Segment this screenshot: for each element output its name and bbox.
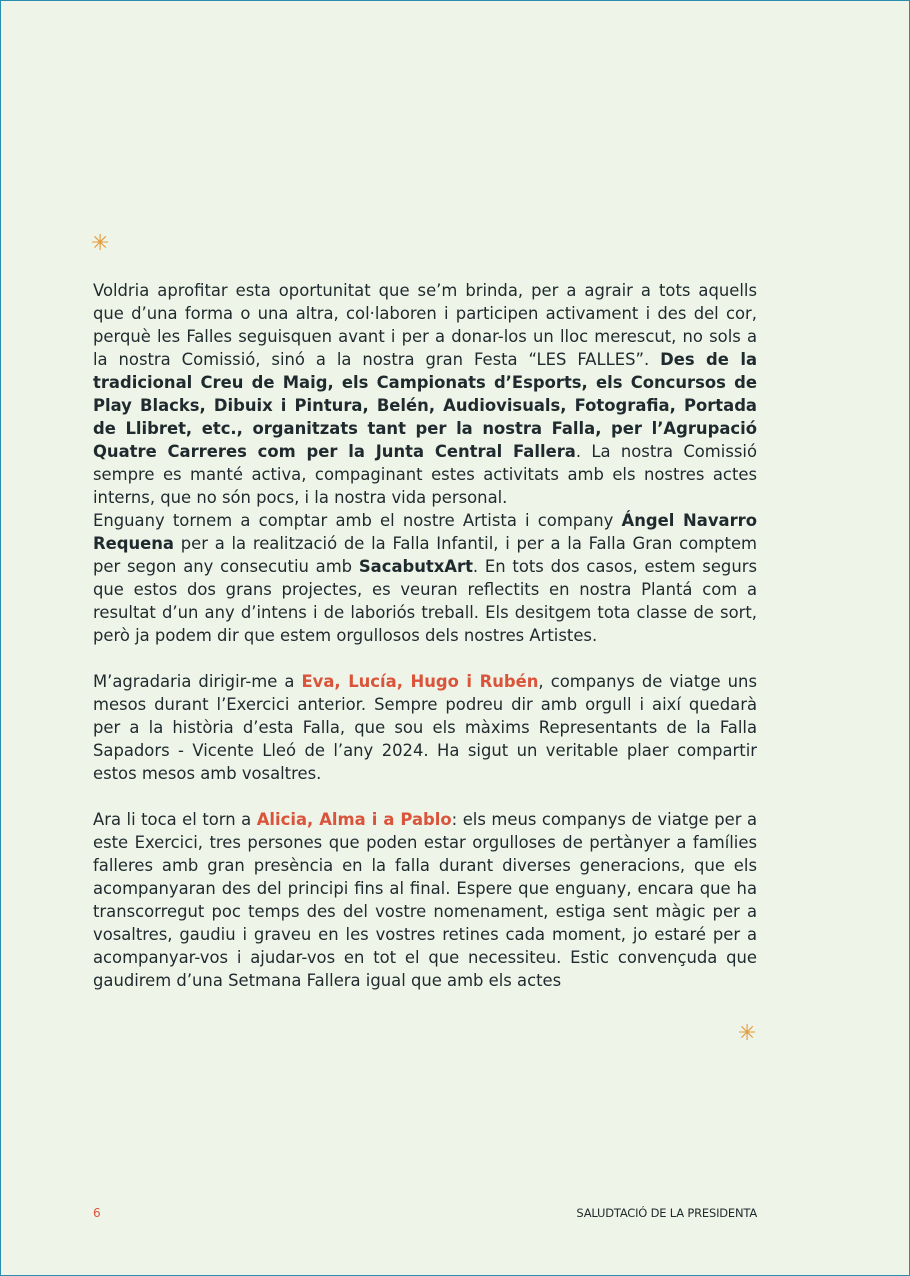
- highlighted-names: Alicia, Alma i a Pablo: [256, 810, 452, 829]
- asterisk-bottom-icon: ✳: [738, 1021, 757, 1046]
- page-number: 6: [93, 1206, 101, 1220]
- paragraph-artists: [93, 509, 757, 647]
- asterisk-top-icon: ✳: [91, 231, 110, 256]
- text-run: M’agradaria dirigir-me a: [93, 672, 302, 691]
- highlighted-names: Eva, Lucía, Hugo i Rubén: [301, 672, 539, 691]
- section-title: SALUDTACIÓ DE LA PRESIDENTA: [576, 1206, 757, 1220]
- text-run: . En tots dos casos, estem segurs que estos dos grans projectes, es veuran reflectits en nostra Plantá com a resultat d’un any d’intens i de laboriós treball. Els desitgem tota classe de sort, però ja podem dir que estem orgullosos dels nostres Artistes.: [93, 557, 758, 645]
- paragraph-current-representatives: [93, 808, 757, 992]
- text-run: per a la realització de la Falla Infantil, i per a la Falla Gran comptem per segon any consecutiu amb: [93, 534, 757, 576]
- text-run: , companys de viatge uns mesos durant l’Exercici anterior. Sempre podreu dir amb orgull i així quedarà per a la història d’esta Falla, que sou els màxims Representants de la Falla Sapadors - Vicente Lleó de l’any 2024. Ha sigut un veritable plaer compartir estos mesos amb vosaltres.: [93, 672, 757, 783]
- paragraph-gratitude: [93, 279, 757, 509]
- bold-text: Ángel Navarro Requena: [93, 511, 757, 553]
- body-text: [93, 279, 757, 992]
- bold-text: Des de la tradicional Creu de Maig, els Campionats d’Esports, els Concursos de Play Blacks, Dibuix i Pintura, Belén, Audiovisuals, Fotografia, Portada de Llibret, etc., organitzats tant per la nostra Falla, per l’Agrupació Quatre Carreres com per la Junta Central Fallera: [93, 350, 758, 461]
- bold-text: SacabutxArt: [358, 557, 473, 576]
- text-run: Ara li toca el torn a: [93, 810, 257, 829]
- text-run: : els meus companys de viatge per a este Exercici, tres persones que poden estar orgulloses de pertànyer a famílies falleres amb gran presència en la falla durant diverses generacions, que els acompanyaran des del principi fins al final. Espere que enguany, encara que ha transcorregut poc temps des del vostre nomenament, estiga sent màgic per a vosaltres, gaudiu i graveu en les vostres retines cada moment, jo estaré per a acompanyar-vos i ajudar-vos en tot el que necessiteu. Estic convençuda que gaudirem d’una Setmana Fallera igual que amb els actes: [93, 810, 758, 990]
- text-run: Enguany tornem a comptar amb el nostre Artista i company: [93, 511, 622, 530]
- paragraph-previous-representatives: [93, 670, 757, 785]
- text-run: Voldria aprofitar esta oportunitat que se’m brinda, per a agrair a tots aquells que d’una forma o una altra, col·laboren i participen activament i des del cor, perquè les Falles seguisquen avant i per a donar-los un lloc merescut, no sols a la nostra Comissió, sinó a la nostra gran Festa “LES FALLES”.: [93, 281, 757, 369]
- text-run: . La nostra Comissió sempre es manté activa, compaginant estes activitats amb els nostres actes interns, que no són pocs, i la nostra vida personal.: [93, 442, 757, 507]
